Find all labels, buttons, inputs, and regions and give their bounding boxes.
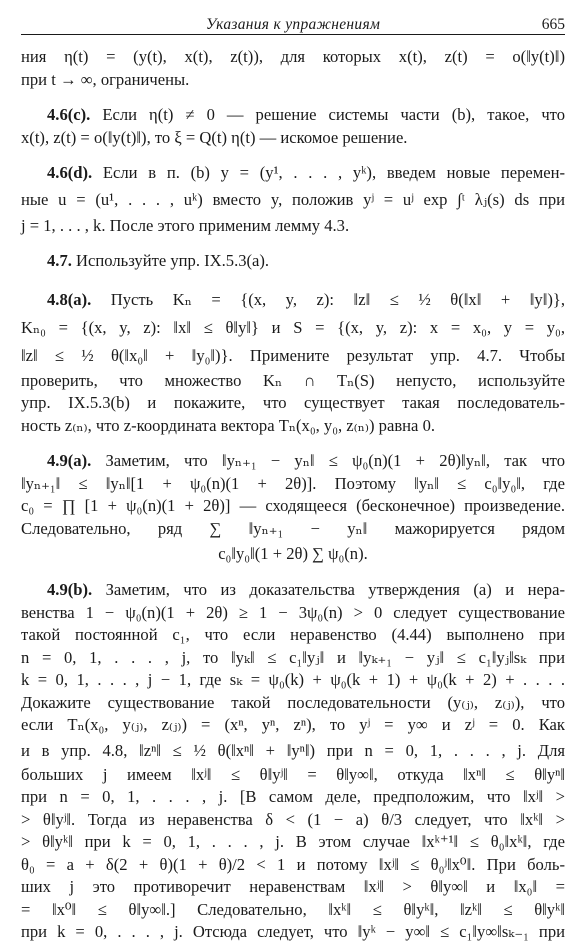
text-line: k = 0, 1, . . . , j − 1, где sₖ = ψ₀(k) + ψ₀(k + 1) + ψ₀(k + 2) + . . . . (21, 670, 565, 689)
text-line: при t → ∞, ограничены. (21, 69, 190, 89)
text-line: ших j это противоречит неравенствам ‖xʲ‖ > θ‖y∞‖ и ‖x₀‖ = (21, 877, 565, 896)
text-line: = ‖x⁰‖ ≤ θ‖y∞‖.] Следовательно, ‖xᵏ‖ ≤ θ‖yᵏ‖, ‖zᵏ‖ ≤ θ‖yᵏ‖ (21, 899, 565, 919)
exercise-label: 4.6(с). (47, 105, 91, 124)
text-line: 4.6(d). Если в п. (b) y = (y¹, . . . , yᵏ), введем новые перемен- (47, 163, 565, 182)
paragraph-4-9a (21, 450, 565, 568)
text-line: ные u = (u¹, . . . , uᵏ) вместо y, положив yʲ = uʲ exp ∫ᵗ λⱼ(s) ds при (21, 189, 565, 209)
paragraph-continuation (21, 46, 565, 91)
text-line: ность z₍ₙ₎, что z-координата вектора Tₙ(x₀, y₀, z₍ₙ₎) равна 0. (21, 415, 436, 435)
text-line: Kₙ₀ = {(x, y, z): ‖x‖ ≤ θ‖y‖} и S = {(x, y, z): x = x₀, y = y₀, (21, 317, 565, 337)
text-line: при k = 0, . . . , j. Отсюда следует, что ‖yᵏ − y∞‖ ≤ c₁‖y∞‖sₖ₋₁ при (21, 922, 565, 941)
text-line: 4.6(с). Если η(t) ≠ 0 — решение системы части (b), такое, что (47, 105, 565, 124)
text-line: n = 0, 1, . . . , j, то ‖yₖ‖ ≤ c₁‖yⱼ‖ и ‖yₖ₊₁ − yⱼ‖ ≤ c₁‖yⱼ‖sₖ при (21, 647, 565, 667)
text-line: ния η(t) = (y(t), x(t), z(t)), для которых x(t), z(t) = o(‖y(t)‖) (21, 47, 565, 66)
text-line: c₀ = ∏ [1 + ψ₀(n)(1 + 2θ)] — сходящееся (бесконечное) произведение. (21, 496, 565, 515)
text-line: проверить, что множество Kₙ ∩ Tₙ(S) непусто, используйте (21, 370, 565, 390)
text-line: > θ‖yᵏ‖ при k = 0, 1, . . . , j. В этом случае ‖xᵏ⁺¹‖ ≤ θ₀‖xᵏ‖, где (21, 832, 565, 851)
exercise-label: 4.8(а). (47, 289, 92, 309)
exercise-label: 4.6(d). (47, 163, 93, 182)
text-line: 4.9(b). Заметим, что из доказательства утверждения (а) и нера- (47, 580, 565, 599)
text-line: 4.9(а). Заметим, что ‖yₙ₊₁ − yₙ‖ ≤ ψ₀(n)(1 + 2θ)‖yₙ‖, так что (47, 451, 565, 470)
text-line: > θ‖yʲ‖. Тогда из неравенства δ < (1 − a) θ/3 следует, что ‖xᵏ‖ > (21, 809, 565, 829)
text-line: x(t), z(t) = o(‖y(t)‖), то ξ = Q(t) η(t) — искомое решение. (21, 127, 408, 147)
text-line: такой постоянной c₁, что если неравенство (4.44) выполнено при (21, 625, 565, 644)
exercise-label: 4.9(b). (47, 580, 93, 599)
text-line: при n = 0, 1, . . . , j. [В самом деле, предположим, что ‖xʲ‖ > (21, 787, 565, 806)
text-line: Докажите существование такой последовательности (y₍ⱼ₎, z₍ⱼ₎), что (21, 692, 565, 712)
text-line: c₀‖y₀‖(1 + 2θ) ∑ ψ₀(n). (218, 544, 368, 563)
paragraph-4-9b (21, 579, 565, 944)
exercise-label: 4.7. (47, 251, 72, 270)
text-line: упр. IX.5.3(b) и покажите, что существует такая последователь- (21, 393, 565, 412)
text-line: 4.7. Используйте упр. IX.5.3(а). (47, 251, 270, 270)
text-line: ‖yₙ₊₁‖ ≤ ‖yₙ‖[1 + ψ₀(n)(1 + 2θ)]. Поэтому ‖yₙ‖ ≤ c₀‖y₀‖, где (21, 473, 565, 493)
paragraph-4-7 (21, 250, 565, 273)
text-line: и в упр. 4.8, ‖zⁿ‖ ≤ ½ θ(‖xⁿ‖ + ‖yⁿ‖) при n = 0, 1, . . . , j. Для (21, 740, 565, 760)
text-line: j = 1, . . . , k. После этого применим лемму 4.3. (21, 215, 350, 235)
paragraph-4-6d (21, 162, 565, 237)
page-body (21, 46, 565, 944)
running-title: Указания к упражнениям (205, 16, 381, 33)
text-line: θ₀ = a + δ(2 + θ)(1 + θ)/2 < 1 и потому ‖xʲ‖ ≤ θ₀ʲ‖x⁰‖. При боль- (21, 854, 565, 874)
text-line: ‖z‖ ≤ ½ θ(‖x₀‖ + ‖y₀‖)}. Примените результат упр. 4.7. Чтобы (21, 345, 565, 365)
text-line: если Tₙ(x₀, y₍ⱼ₎, z₍ⱼ₎) = (xⁿ, yⁿ, zⁿ), то yʲ = y∞ и zʲ = 0. Как (21, 715, 565, 734)
page-header (21, 8, 565, 35)
text-line: венства 1 − ψ₀(n)(1 + 2θ) ≥ 1 − 3ψ₀(n) > 0 следует существование (21, 602, 565, 622)
exercise-label: 4.9(а). (47, 451, 92, 470)
paragraph-4-8a (21, 286, 565, 438)
text-line: Следовательно, ряд ∑ ‖yₙ₊₁ − yₙ‖ мажорируется рядом (21, 518, 565, 538)
paragraph-4-6c (21, 104, 565, 149)
text-line: 4.8(а). Пусть Kₙ = {(x, y, z): ‖z‖ ≤ ½ θ(‖x‖ + ‖y‖)}, (47, 289, 565, 309)
page-number: 665 (541, 16, 565, 33)
text-line: больших j имеем ‖xʲ‖ ≤ θ‖yʲ‖ = θ‖y∞‖, откуда ‖xⁿ‖ ≤ θ‖yⁿ‖ (21, 764, 565, 784)
